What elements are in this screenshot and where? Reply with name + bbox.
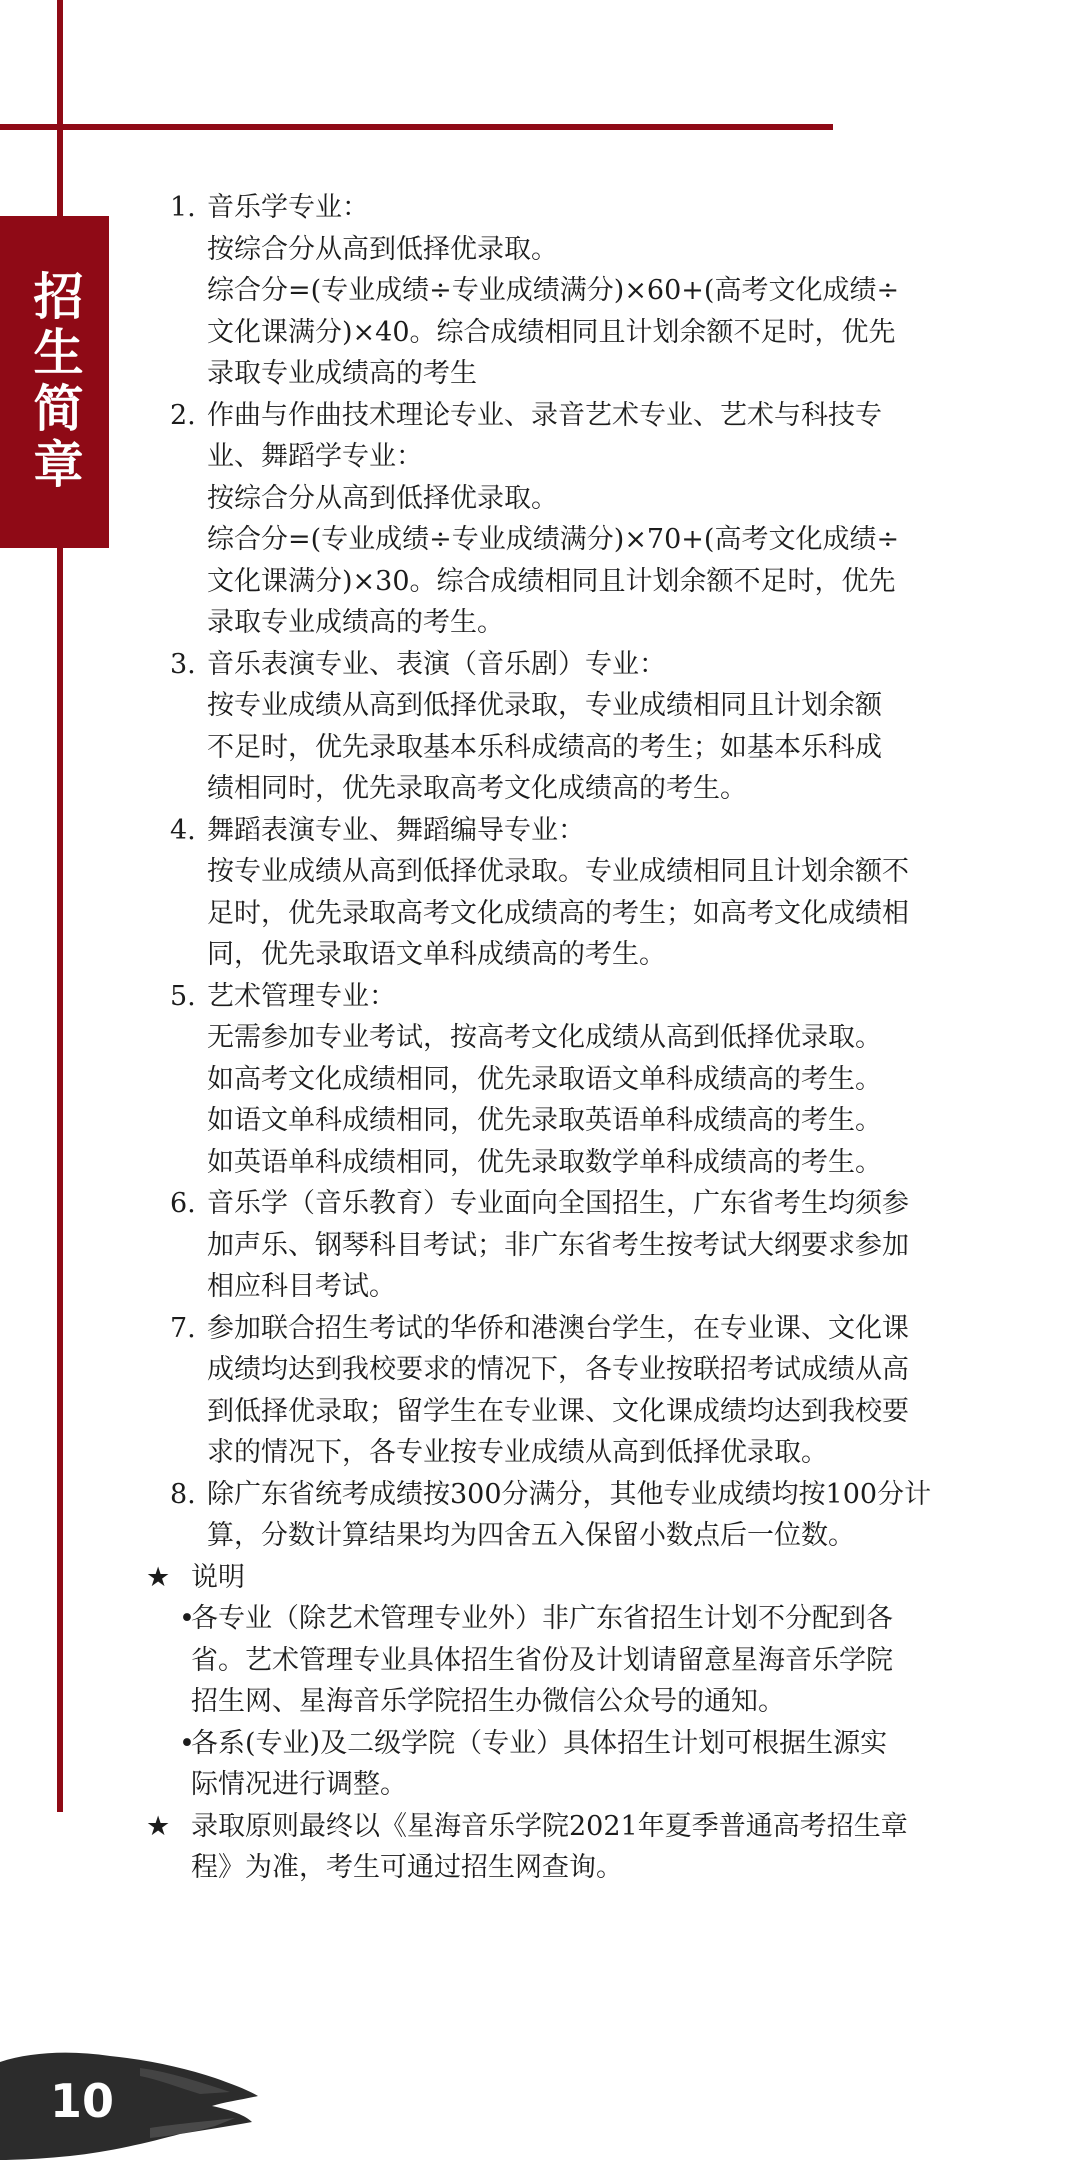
rule-line: 无需参加专业考试，按高考文化成绩从高到低择优录取。 — [207, 1022, 882, 1053]
page-number-badge — [0, 2048, 260, 2160]
notes-heading — [140, 1557, 980, 1599]
rule-item — [140, 810, 980, 976]
rule-item — [140, 1183, 980, 1308]
rule-line: 同，优先录取语文单科成绩高的考生。 — [207, 939, 666, 970]
rule-number: 4. — [170, 814, 196, 846]
rule-line: 按综合分从高到低择优录取。 — [207, 482, 558, 514]
rule-line: 参加联合招生考试的华侨和港澳台学生，在专业课、文化课 — [207, 1312, 909, 1344]
rule-line: 如英语单科成绩相同，优先录取数学单科成绩高的考生。 — [207, 1146, 882, 1178]
rule-line: 音乐表演专业、表演（音乐剧）专业： — [207, 648, 666, 680]
rule-number: 2. — [170, 399, 196, 431]
rule-line: 如高考文化成绩相同，优先录取语文单科成绩高的考生。 — [207, 1063, 882, 1095]
star-icon: ★ — [146, 1561, 171, 1593]
rule-item — [140, 976, 980, 1184]
rule-item — [140, 187, 980, 395]
bullet-dot-icon: • — [179, 1727, 195, 1759]
rule-number: 1. — [170, 192, 196, 223]
rule-line: 文化课满分)×40。综合成绩相同且计划余额不足时，优先 — [207, 316, 896, 348]
admission-rules — [140, 187, 980, 1889]
note-line: 各系(专业)及二级学院（专业）具体招生计划可根据生源实 — [191, 1727, 888, 1759]
rule-line: 音乐学专业： — [207, 192, 369, 223]
rule-number: 7. — [170, 1312, 196, 1344]
page-number: 10 — [50, 2074, 115, 2128]
rule-line: 如语文单科成绩相同，优先录取英语单科成绩高的考生。 — [207, 1105, 882, 1136]
rule-line: 按专业成绩从高到低择优录取。专业成绩相同且计划余额不 — [207, 856, 909, 887]
rule-item — [140, 395, 980, 644]
notes-list — [140, 1598, 980, 1806]
rule-line: 综合分=(专业成绩÷专业成绩满分)×60+(高考文化成绩÷ — [207, 275, 900, 306]
rule-line: 成绩均达到我校要求的情况下，各专业按联招考试成绩从高 — [207, 1354, 909, 1385]
rule-line: 音乐学（音乐教育）专业面向全国招生，广东省考生均须参 — [207, 1188, 909, 1219]
notes-heading-label: 说明 — [191, 1561, 245, 1593]
rule-line: 综合分=(专业成绩÷专业成绩满分)×70+(高考文化成绩÷ — [207, 524, 900, 555]
rule-item — [140, 1308, 980, 1474]
rule-line: 相应科目考试。 — [207, 1271, 396, 1302]
side-tab-label: 招生简章 — [25, 270, 85, 494]
rule-number: 6. — [170, 1188, 196, 1219]
note-line: 省。艺术管理专业具体招生省份及计划请留意星海音乐学院 — [191, 1644, 893, 1676]
rule-line: 除广东省统考成绩按300分满分，其他专业成绩均按100分计 — [207, 1478, 932, 1510]
rule-line: 按专业成绩从高到低择优录取，专业成绩相同且计划余额 — [207, 690, 882, 721]
rule-line: 文化课满分)×30。综合成绩相同且计划余额不足时，优先 — [207, 565, 896, 597]
rule-line: 绩相同时，优先录取高考文化成绩高的考生。 — [207, 773, 747, 804]
rule-line: 足时，优先录取高考文化成绩高的考生；如高考文化成绩相 — [207, 897, 909, 929]
rule-line: 加声乐、钢琴科目考试；非广东省考生按考试大纲要求参加 — [207, 1229, 909, 1261]
rule-item — [140, 644, 980, 810]
rule-line: 按综合分从高到低择优录取。 — [207, 233, 558, 265]
side-tab — [0, 216, 109, 548]
note-bullet — [140, 1723, 980, 1806]
rule-line: 到低择优录取；留学生在专业课、文化课成绩均达到我校要 — [207, 1395, 909, 1427]
final-note — [140, 1806, 980, 1889]
rule-line: 录取专业成绩高的考生 — [207, 358, 477, 389]
bullet-dot-icon: • — [179, 1603, 195, 1634]
rule-line: 求的情况下，各专业按专业成绩从高到低择优录取。 — [207, 1437, 828, 1468]
rule-line: 舞蹈表演专业、舞蹈编导专业： — [207, 814, 585, 846]
note-line: 招生网、星海音乐学院招生办微信公众号的通知。 — [191, 1686, 785, 1717]
note-line: 各专业（除艺术管理专业外）非广东省招生计划不分配到各 — [191, 1603, 893, 1634]
rule-line: 算，分数计算结果均为四舍五入保留小数点后一位数。 — [207, 1520, 855, 1551]
final-note-line: 程》为准，考生可通过招生网查询。 — [191, 1852, 623, 1883]
star-icon: ★ — [146, 1810, 171, 1842]
rule-line: 作曲与作曲技术理论专业、录音艺术专业、艺术与科技专 — [207, 399, 882, 431]
note-line: 际情况进行调整。 — [191, 1769, 407, 1800]
rule-number: 8. — [170, 1478, 196, 1510]
note-bullet — [140, 1598, 980, 1723]
rule-number: 5. — [170, 980, 196, 1012]
rule-number: 3. — [170, 648, 196, 680]
rules-list — [140, 187, 980, 1557]
rule-line: 不足时，优先录取基本乐科成绩高的考生；如基本乐科成 — [207, 731, 882, 763]
rule-line: 录取专业成绩高的考生。 — [207, 607, 504, 638]
rule-line: 艺术管理专业： — [207, 980, 396, 1012]
rule-line: 业、舞蹈学专业： — [207, 441, 423, 472]
horizontal-red-rule — [0, 124, 833, 130]
brush-stroke-icon — [0, 2048, 260, 2160]
rule-item — [140, 1474, 980, 1557]
final-note-line: 录取原则最终以《星海音乐学院2021年夏季普通高考招生章 — [191, 1810, 908, 1842]
